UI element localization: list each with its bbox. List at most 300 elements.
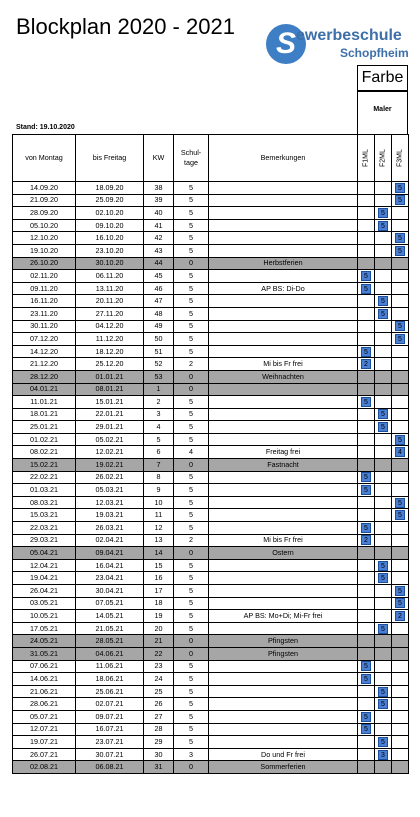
cell-f3 [392, 622, 409, 635]
cell-bis: 28.05.21 [76, 635, 144, 648]
cell-tage: 5 [174, 282, 209, 295]
cell-f3 [392, 257, 409, 270]
block-chip: 5 [378, 409, 388, 419]
cell-f3 [392, 522, 409, 535]
cell-von: 07.12.20 [13, 333, 76, 346]
cell-f3 [392, 446, 409, 459]
block-chip: 5 [395, 598, 405, 608]
cell-f1 [358, 572, 375, 585]
cell-bem [209, 433, 358, 446]
cell-f2 [375, 408, 392, 421]
cell-f3 [392, 496, 409, 509]
cell-tage: 5 [174, 433, 209, 446]
cell-bis: 04.12.20 [76, 320, 144, 333]
cell-tage: 5 [174, 244, 209, 257]
table-row [13, 572, 409, 585]
cell-von: 12.07.21 [13, 723, 76, 736]
cell-f1 [358, 736, 375, 749]
cell-f1 [358, 333, 375, 346]
cell-f1 [358, 723, 375, 736]
block-chip: 5 [361, 712, 371, 722]
cell-bis: 19.03.21 [76, 509, 144, 522]
cell-kw: 4 [144, 421, 174, 434]
block-chip: 2 [361, 535, 371, 545]
cell-bis: 30.07.21 [76, 748, 144, 761]
cell-bem [209, 396, 358, 409]
block-chip: 5 [395, 233, 405, 243]
cell-tage: 5 [174, 345, 209, 358]
cell-kw: 11 [144, 509, 174, 522]
cell-f2 [375, 622, 392, 635]
cell-f2 [375, 320, 392, 333]
cell-f1 [358, 622, 375, 635]
cell-f1 [358, 559, 375, 572]
cell-f2 [375, 698, 392, 711]
cell-kw: 49 [144, 320, 174, 333]
table-row [13, 635, 409, 648]
cell-kw: 45 [144, 270, 174, 283]
cell-von: 24.05.21 [13, 635, 76, 648]
cell-tage: 5 [174, 408, 209, 421]
cell-kw: 48 [144, 307, 174, 320]
cell-kw: 22 [144, 647, 174, 660]
logo-line1: ewerbeschule [296, 27, 402, 44]
table-row [13, 333, 409, 346]
cell-tage: 5 [174, 232, 209, 245]
cell-kw: 13 [144, 534, 174, 547]
cell-f3 [392, 585, 409, 598]
cell-kw: 38 [144, 182, 174, 195]
table-row [13, 370, 409, 383]
cell-bem: Pfingsten [209, 647, 358, 660]
cell-f1 [358, 673, 375, 686]
cell-bem [209, 585, 358, 598]
cell-f2 [375, 710, 392, 723]
cell-bis: 09.04.21 [76, 547, 144, 560]
cell-bem: Pfingsten [209, 635, 358, 648]
block-chip: 5 [378, 208, 388, 218]
cell-kw: 16 [144, 572, 174, 585]
cell-f1 [358, 459, 375, 472]
cell-von: 25.01.21 [13, 421, 76, 434]
cell-f1 [358, 383, 375, 396]
cell-bis: 09.07.21 [76, 710, 144, 723]
cell-tage: 5 [174, 333, 209, 346]
cell-f2 [375, 660, 392, 673]
cell-f1 [358, 408, 375, 421]
cell-f2 [375, 748, 392, 761]
logo-initial: S [266, 24, 306, 64]
cell-von: 07.06.21 [13, 660, 76, 673]
table-row [13, 673, 409, 686]
cell-tage: 5 [174, 421, 209, 434]
cell-von: 14.12.20 [13, 345, 76, 358]
cell-f2 [375, 761, 392, 774]
cell-bis: 05.02.21 [76, 433, 144, 446]
cell-f3 [392, 345, 409, 358]
cell-f2 [375, 471, 392, 484]
table-row [13, 534, 409, 547]
cell-von: 01.02.21 [13, 433, 76, 446]
cell-tage: 5 [174, 660, 209, 673]
block-chip: 5 [361, 397, 371, 407]
cell-bis: 18.09.20 [76, 182, 144, 195]
cell-bis: 18.12.20 [76, 345, 144, 358]
cell-f3 [392, 219, 409, 232]
cell-bem [209, 710, 358, 723]
table-row [13, 522, 409, 535]
cell-bem [209, 408, 358, 421]
cell-bem [209, 295, 358, 308]
cell-tage: 2 [174, 358, 209, 371]
table-row [13, 610, 409, 623]
block-chip: 5 [395, 435, 405, 445]
block-chip: 5 [378, 573, 388, 583]
cell-f2 [375, 496, 392, 509]
block-chip: 5 [361, 347, 371, 357]
cell-f3 [392, 232, 409, 245]
table-row [13, 685, 409, 698]
cell-f2 [375, 509, 392, 522]
table-row [13, 723, 409, 736]
cell-tage: 5 [174, 698, 209, 711]
cell-f3 [392, 433, 409, 446]
cell-f1 [358, 370, 375, 383]
cell-kw: 6 [144, 446, 174, 459]
cell-bis: 08.01.21 [76, 383, 144, 396]
stand-date: Stand: 19.10.2020 [16, 124, 75, 131]
cell-bem [209, 484, 358, 497]
cell-f1 [358, 307, 375, 320]
cell-f2 [375, 257, 392, 270]
block-chip: 5 [361, 523, 371, 533]
cell-bis: 15.01.21 [76, 396, 144, 409]
cell-tage: 5 [174, 484, 209, 497]
cell-von: 21.12.20 [13, 358, 76, 371]
cell-f2 [375, 484, 392, 497]
cell-bem: Do und Fr frei [209, 748, 358, 761]
table-row [13, 257, 409, 270]
cell-f1 [358, 358, 375, 371]
table-row [13, 345, 409, 358]
col-f1ml: F1ML [358, 135, 375, 182]
cell-f1 [358, 522, 375, 535]
cell-f3 [392, 484, 409, 497]
cell-kw: 1 [144, 383, 174, 396]
cell-bis: 02.07.21 [76, 698, 144, 711]
block-chip: 5 [395, 246, 405, 256]
cell-f3 [392, 572, 409, 585]
cell-tage: 5 [174, 219, 209, 232]
block-chip: 5 [361, 485, 371, 495]
cell-tage: 5 [174, 622, 209, 635]
cell-f2 [375, 446, 392, 459]
cell-f2 [375, 232, 392, 245]
cell-bem [209, 673, 358, 686]
cell-von: 14.06.21 [13, 673, 76, 686]
cell-von: 26.10.20 [13, 257, 76, 270]
cell-kw: 40 [144, 207, 174, 220]
cell-bis: 22.01.21 [76, 408, 144, 421]
table-row [13, 207, 409, 220]
cell-f2 [375, 421, 392, 434]
cell-von: 16.11.20 [13, 295, 76, 308]
cell-von: 04.01.21 [13, 383, 76, 396]
cell-f3 [392, 194, 409, 207]
cell-kw: 52 [144, 358, 174, 371]
cell-bis: 02.04.21 [76, 534, 144, 547]
cell-von: 15.02.21 [13, 459, 76, 472]
cell-von: 30.11.20 [13, 320, 76, 333]
cell-f3 [392, 307, 409, 320]
table-row [13, 232, 409, 245]
cell-von: 08.02.21 [13, 446, 76, 459]
cell-bem: Fastnacht [209, 459, 358, 472]
cell-tage: 5 [174, 685, 209, 698]
table-row [13, 736, 409, 749]
table-row [13, 748, 409, 761]
cell-kw: 47 [144, 295, 174, 308]
cell-f1 [358, 635, 375, 648]
cell-f2 [375, 207, 392, 220]
cell-f3 [392, 421, 409, 434]
cell-tage: 5 [174, 270, 209, 283]
cell-f3 [392, 396, 409, 409]
block-chip: 5 [395, 195, 405, 205]
cell-f1 [358, 446, 375, 459]
cell-f2 [375, 585, 392, 598]
cell-f3 [392, 358, 409, 371]
cell-f2 [375, 522, 392, 535]
cell-f3 [392, 408, 409, 421]
block-chip: 5 [395, 510, 405, 520]
cell-von: 22.02.21 [13, 471, 76, 484]
table-row [13, 408, 409, 421]
table-row [13, 647, 409, 660]
cell-von: 28.12.20 [13, 370, 76, 383]
cell-kw: 42 [144, 232, 174, 245]
cell-bem: Herbstferien [209, 257, 358, 270]
cell-bis: 26.02.21 [76, 471, 144, 484]
cell-f3 [392, 459, 409, 472]
cell-f2 [375, 307, 392, 320]
cell-f1 [358, 496, 375, 509]
cell-f1 [358, 509, 375, 522]
cell-f2 [375, 635, 392, 648]
table-row [13, 396, 409, 409]
cell-f3 [392, 660, 409, 673]
cell-tage: 0 [174, 647, 209, 660]
table-row [13, 219, 409, 232]
cell-kw: 9 [144, 484, 174, 497]
cell-von: 28.06.21 [13, 698, 76, 711]
table-row [13, 421, 409, 434]
cell-tage: 4 [174, 446, 209, 459]
block-chip: 5 [395, 586, 405, 596]
cell-bem [209, 232, 358, 245]
block-chip: 5 [395, 334, 405, 344]
cell-f2 [375, 396, 392, 409]
cell-kw: 31 [144, 761, 174, 774]
cell-f2 [375, 673, 392, 686]
cell-kw: 18 [144, 597, 174, 610]
cell-f2 [375, 433, 392, 446]
cell-tage: 3 [174, 748, 209, 761]
cell-von: 05.04.21 [13, 547, 76, 560]
table-row [13, 320, 409, 333]
table-row [13, 471, 409, 484]
cell-f2 [375, 244, 392, 257]
cell-tage: 5 [174, 572, 209, 585]
cell-bis: 23.07.21 [76, 736, 144, 749]
cell-f1 [358, 295, 375, 308]
cell-von: 12.10.20 [13, 232, 76, 245]
cell-bem [209, 597, 358, 610]
cell-bis: 21.05.21 [76, 622, 144, 635]
table-row [13, 496, 409, 509]
block-chip: 2 [395, 611, 405, 621]
cell-f1 [358, 647, 375, 660]
cell-von: 28.09.20 [13, 207, 76, 220]
cell-f3 [392, 673, 409, 686]
cell-f1 [358, 320, 375, 333]
cell-von: 31.05.21 [13, 647, 76, 660]
cell-bem [209, 698, 358, 711]
table-row [13, 585, 409, 598]
cell-f3 [392, 635, 409, 648]
cell-f2 [375, 270, 392, 283]
cell-tage: 0 [174, 383, 209, 396]
cell-bem: AP BS: Mo+Di; Mi-Fr frei [209, 610, 358, 623]
cell-tage: 5 [174, 207, 209, 220]
cell-f1 [358, 194, 375, 207]
cell-von: 26.04.21 [13, 585, 76, 598]
cell-kw: 2 [144, 396, 174, 409]
cell-bis: 29.01.21 [76, 421, 144, 434]
schedule-rows [13, 182, 409, 774]
cell-bem [209, 736, 358, 749]
cell-kw: 27 [144, 710, 174, 723]
cell-bem: Sommerferien [209, 761, 358, 774]
cell-f2 [375, 370, 392, 383]
table-header-row [13, 135, 409, 182]
cell-von: 19.10.20 [13, 244, 76, 257]
cell-f3 [392, 723, 409, 736]
cell-bem [209, 383, 358, 396]
cell-f3 [392, 685, 409, 698]
cell-f1 [358, 270, 375, 283]
cell-bis: 12.02.21 [76, 446, 144, 459]
cell-f1 [358, 471, 375, 484]
cell-kw: 12 [144, 522, 174, 535]
cell-kw: 50 [144, 333, 174, 346]
cell-f1 [358, 182, 375, 195]
cell-kw: 17 [144, 585, 174, 598]
table-row [13, 484, 409, 497]
cell-f2 [375, 194, 392, 207]
col-von: von Montag [13, 135, 76, 182]
table-row [13, 698, 409, 711]
block-chip: 2 [361, 359, 371, 369]
cell-bem: Freitag frei [209, 446, 358, 459]
block-chip: 5 [378, 296, 388, 306]
cell-f1 [358, 433, 375, 446]
block-chip: 5 [378, 687, 388, 697]
block-chip: 5 [361, 472, 371, 482]
cell-bis: 01.01.21 [76, 370, 144, 383]
cell-bis: 23.10.20 [76, 244, 144, 257]
cell-f3 [392, 244, 409, 257]
cell-kw: 19 [144, 610, 174, 623]
cell-tage: 5 [174, 320, 209, 333]
cell-f1 [358, 761, 375, 774]
cell-f1 [358, 597, 375, 610]
cell-bem [209, 496, 358, 509]
cell-f1 [358, 698, 375, 711]
cell-tage: 5 [174, 194, 209, 207]
page-title: Blockplan 2020 - 2021 [16, 14, 235, 39]
cell-von: 23.11.20 [13, 307, 76, 320]
cell-kw: 43 [144, 244, 174, 257]
school-logo [266, 24, 416, 70]
cell-tage: 5 [174, 597, 209, 610]
cell-bem [209, 572, 358, 585]
cell-bis: 16.07.21 [76, 723, 144, 736]
cell-von: 19.04.21 [13, 572, 76, 585]
block-chip: 3 [378, 750, 388, 760]
cell-f2 [375, 295, 392, 308]
cell-bem [209, 207, 358, 220]
cell-f3 [392, 295, 409, 308]
block-chip: 5 [395, 321, 405, 331]
cell-f3 [392, 547, 409, 560]
cell-kw: 23 [144, 660, 174, 673]
cell-von: 21.09.20 [13, 194, 76, 207]
cell-von: 05.10.20 [13, 219, 76, 232]
cell-bis: 11.12.20 [76, 333, 144, 346]
cell-f2 [375, 333, 392, 346]
cell-tage: 2 [174, 534, 209, 547]
block-chip: 5 [361, 724, 371, 734]
cell-f1 [358, 207, 375, 220]
cell-bem: Mi bis Fr frei [209, 534, 358, 547]
cell-tage: 5 [174, 295, 209, 308]
cell-kw: 8 [144, 471, 174, 484]
table-row [13, 282, 409, 295]
cell-f3 [392, 509, 409, 522]
table-row [13, 295, 409, 308]
cell-tage: 5 [174, 182, 209, 195]
col-kw: KW [144, 135, 174, 182]
cell-von: 29.03.21 [13, 534, 76, 547]
cell-f2 [375, 358, 392, 371]
block-chip: 5 [378, 422, 388, 432]
cell-f1 [358, 484, 375, 497]
cell-bis: 25.12.20 [76, 358, 144, 371]
cell-von: 14.09.20 [13, 182, 76, 195]
cell-f2 [375, 723, 392, 736]
block-chip: 5 [361, 661, 371, 671]
cell-tage: 0 [174, 761, 209, 774]
cell-kw: 20 [144, 622, 174, 635]
cell-bis: 18.06.21 [76, 673, 144, 686]
block-chip: 5 [378, 309, 388, 319]
col-schultage: Schul-tage [174, 135, 209, 182]
cell-f3 [392, 698, 409, 711]
cell-von: 05.07.21 [13, 710, 76, 723]
cell-bem: Weihnachten [209, 370, 358, 383]
cell-kw: 53 [144, 370, 174, 383]
